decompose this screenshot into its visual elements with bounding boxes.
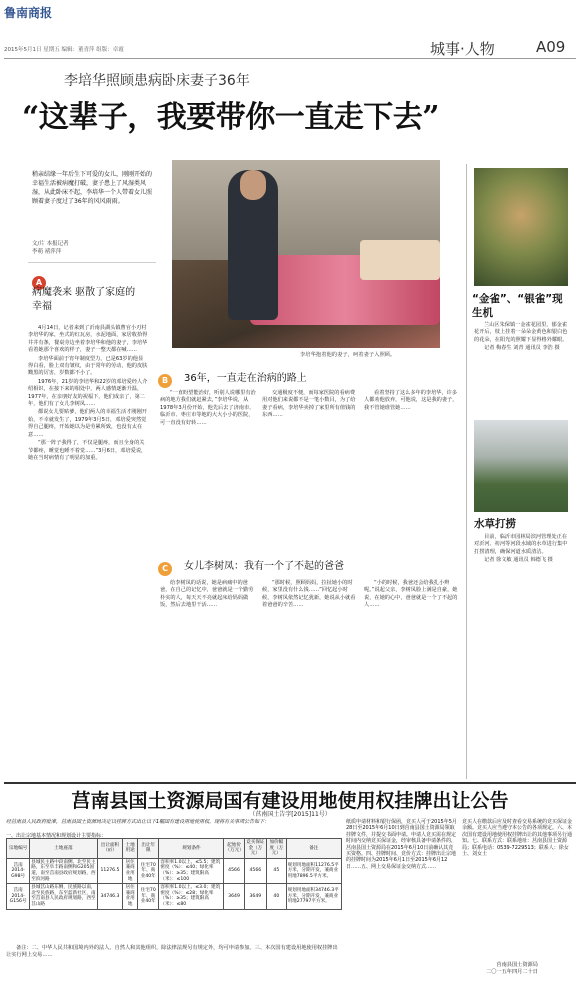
- photo-caption: 李培华抱着他的妻子，呵着妻子入照顾。: [300, 352, 396, 358]
- byline-divider: [28, 262, 156, 263]
- article-kicker: 李培华照顾患病卧床妻子36年: [64, 73, 250, 89]
- table-cell: 住宅70年、商业40年: [138, 858, 159, 883]
- table-cell: 3649: [224, 884, 244, 909]
- table-cell: 居住兼商业用地: [123, 884, 138, 909]
- paragraph: 兰山区朱保镇一金雀花园里，郁金雀花开后，枝上挂着一朵朵金黄色和银白色的花朵，在阳光的照耀下显得格外耀眼。: [474, 322, 568, 343]
- notice-divider: [4, 782, 576, 784]
- section-b-col-1: [160, 390, 256, 428]
- table-cell: 45: [267, 858, 286, 883]
- column-divider: [466, 164, 467, 779]
- section-c-marker: [158, 556, 172, 576]
- table-cell: 居住兼商业用地: [123, 858, 138, 883]
- river-photo: [474, 420, 568, 512]
- section-c-col-3: [364, 580, 460, 611]
- table-cell: 容积率1.0以上、≤5.5；建筑密度（%）：≤40；绿化率（%）：≥35；建筑限高（米）：≤100: [159, 858, 224, 883]
- table-cell: 莒南2014-G98号: [7, 858, 30, 883]
- section-c-col-2: [262, 580, 358, 611]
- flower-photo: [474, 168, 568, 286]
- table-cell: 县城莒山路东侧，民族路以南，北至民族路，东至蓝新社区，南至莒南县人民政府规划路，西至莒山路: [30, 884, 98, 909]
- section-label: 城事·人物: [430, 40, 495, 58]
- article-byline: [32, 240, 69, 256]
- table-cell: 4566: [244, 858, 267, 883]
- paragraph: “那时候，照顾妈妈，拉扯她小的时候，家里没有什么钱……”回忆起小时候，李树凤依然记忆犹新，她说从小就看着爸爸的辛苦……: [262, 580, 356, 609]
- photo-blanket: [360, 240, 440, 280]
- paragraph: 交通极度不便，而每家医院的看病费用对他们来说都不是一笔小数目，为了给妻子看病，李培华卖掉了家里所有值钱的东西……: [262, 390, 356, 419]
- notice-after-table: [6, 945, 342, 961]
- table-cell: 容积率1.0以上、≤3.0；建筑密度（%）：≤28；绿化率（%）：≥35；建筑限高（米）：≤80: [159, 884, 224, 909]
- side-story-1-body: [474, 322, 570, 354]
- top-divider: [4, 58, 576, 59]
- section-marker-icon: B: [158, 374, 172, 388]
- section-marker-icon: C: [158, 562, 172, 576]
- photo-credit: 记者 梅春生 刘青 通讯员 李浩 摄: [484, 345, 560, 352]
- table-cell: 34746.3: [97, 884, 122, 909]
- byline-line-1: 文/片 本报记者: [32, 241, 69, 247]
- signature-date: 二〇一五年四月二十日: [486, 969, 538, 975]
- paragraph: 都说女儿要贴爹，他们两人的幸福生活才刚刚开始，不幸就发生了，1979年3月5日，邓培爱突然觉得自己腿疼，开始她以为是劳累所致，也没有太在意……: [28, 409, 147, 438]
- paragraph: 看着坚持了这么多年的李培华，许多人都劝他放弃，可他说，这是我的妻子，我不管她谁管她……: [364, 390, 458, 411]
- table-cell: 11276.5: [97, 858, 122, 883]
- table-row: [7, 884, 342, 909]
- land-parcel-table: [6, 838, 342, 910]
- paragraph: 李培华面前于宵年制度型力，已是63岁的他显得白看，脸上双有皱纹，由于常年的劳动，他的皮肤黝黑的厉害，岁数都不小了。: [28, 355, 148, 377]
- page-number: A09: [536, 38, 566, 56]
- paragraph: “那一阵子我得了，不仅是腿疼，而且全身的关节都疼，睡觉也睡不着觉……”3月6日，邓培爱说，她在当时病情有了明显的加重。: [28, 440, 147, 461]
- column-header: 加价幅度（万元）: [267, 839, 286, 859]
- column-header: 出让年限: [138, 839, 159, 859]
- signature-org: 莒南县国土资源局: [496, 962, 538, 968]
- newspaper-logo: 鲁南商报: [4, 6, 53, 20]
- section-b-col-3: [364, 390, 460, 413]
- section-b-marker: [158, 368, 172, 388]
- section-b-col-2: [262, 390, 358, 421]
- notice-column-2: 纸质申请材料和银行保函，竞买人可于2015年5月28日至2015年6月10日到莒南县国土资源局领取挂牌文件，并提交书面申请。申请人竞买需在规定时间内交纳竞买保证金，经审核具备申请条件的，莒南县国土资源局在2015年6月10日前确认其竞买资格。四、挂牌时间、竞价方式：挂牌出让宗地的挂牌时间为2015年6月1日至2015年6月12日……五、网上交易保证金交纳方式……: [346, 819, 457, 870]
- section-marker-icon: A: [32, 276, 46, 290]
- article-lead: 稍亲结缘一年后生下可爱的女儿，刚刚开始的幸福生活被病魔打破，妻子患上了风湿类风湿，从此卧床不起，李培华一个人带着女儿照顾着妻子度过了36年的风风雨雨。: [32, 171, 153, 205]
- table-cell: 规划用地面积34746.3平方米，分期开发，兼商业用地27797平方米。: [286, 884, 341, 909]
- notice-title: 莒南县国土资源局国有建设用地使用权挂牌出让公告: [71, 790, 509, 812]
- photo-credit: 记者 徐文敏 通讯员 韩德飞 摄: [484, 557, 553, 564]
- table-cell: 规划用地面积11276.5平方米，分期开发，兼商业用地7896.5平方米。: [286, 858, 341, 883]
- table-header-row: [7, 839, 342, 859]
- section-c-title: 女儿李树凤：我有一个了不起的爸爸: [184, 561, 344, 572]
- table-cell: 县城民主路中段南侧、北至民主路，东至阜丰路南侧和G205国道，南至莒南县政府规划路，西至滨河路: [30, 858, 98, 883]
- notice-section-1: 一、出让宗地基本情况和规划设计主要指标：: [6, 833, 107, 839]
- column-header: 规划条件: [159, 839, 224, 859]
- byline-line-2: 李萌 褚萍萍: [32, 249, 62, 255]
- photo-head: [240, 170, 266, 200]
- column-header: 起始价（万元）: [224, 839, 244, 859]
- column-header: 出让面积（㎡）: [97, 839, 122, 859]
- section-a-title: 病魔袭来 驱散了家庭的幸福: [32, 287, 136, 312]
- article-headline: “这辈子，我要带你一直走下去”: [22, 100, 440, 135]
- notice-signature: [486, 962, 538, 976]
- paragraph: 4月14日，记者来到了沂南县湖头镇曹官小刃村李培华的家，坐式的红瓦房，水泥地面，家居收拾得井井有条，餐桌旁边坐着李培华和他的妻子，李培华看着她那个喜欢的样子，妻子一整天都在喊……: [28, 325, 148, 354]
- side-story-1-title: “金雀”、“银雀”现生机: [472, 293, 563, 319]
- column-header: 竞买保证金（万元）: [244, 839, 267, 859]
- paragraph: “小的时候，我爸还会给我扎小辫呢。”说起父亲，李树凤脸上满是自豪，她说，在她的心中，爸爸就是一个了不起的人……: [364, 580, 458, 609]
- notice-subtitle: （莒南国土告字[2015]11号）: [249, 811, 331, 818]
- table-cell: 4566: [224, 858, 244, 883]
- table-cell: 3649: [244, 884, 267, 909]
- table-cell: 莒南2014-G156号: [7, 884, 30, 909]
- table-cell: 住宅70年、商业40年: [138, 884, 159, 909]
- side-story-2-body: [474, 534, 570, 566]
- notice-intro: 经莒南县人民政府批准，莒南县国土资源局决定以挂牌方式出让以下1幅国有建设用地使用权。现将有关事项公告如下：: [6, 819, 270, 825]
- column-header: 土地用途: [123, 839, 138, 859]
- paragraph: 目前，临沂市园林局滨河管理处正在对沂河、祊河等河段水域的水草进行集中打捞清理，确保河道水质清洁。: [474, 534, 568, 555]
- section-b-title: 36年，一直走在治病的路上: [184, 373, 307, 384]
- paragraph: 备注：二、中华人民共和国境内外的法人、自然人和其他组织，除法律法规另有规定外，均可申请参加。三、本次国有建设用地使用权挂牌出让实行网上交易……: [6, 945, 338, 959]
- notice-column-3: 竞买人在缴款后应及时查看交易系统的竞买保证金余额。竞买人应当遵守本公告的各项规定。六、本次国有建设用地使用权挂牌出让的其他事项另行通知。七、联系方式：联系地址：莒南县国土资源局；联系电话：0539-7229513；联系人：徐女士、刘女士: [462, 819, 573, 858]
- paragraph: 给李树凤的话说，她是病痛中的爸爸，在自己的记忆中，爸爸就是一个勤劳朴实的人，每天天不亮就起床给妈妈做饭，然后去地里干活……: [160, 580, 254, 609]
- paragraph: 1976年，21岁的李培华和22岁的邓培爱经人介绍相识，在接下来的相处中，两人感情逐渐升温，1977年，在亲朋好友的祝福下，他们成亲了，第二年，他们有了女儿李树凤……: [28, 378, 148, 408]
- section-a-body: [28, 325, 148, 463]
- issue-meta: 2015年5月1日 星期五 编辑：董青萍 组版：卓霞: [4, 47, 124, 53]
- section-c-col-1: [160, 580, 256, 611]
- column-header: 宗地编号: [7, 839, 30, 859]
- table-row: [7, 858, 342, 883]
- paragraph: “一直盼望能治好，听别人说哪里有治病的地方我们就赶紧去，”李培华说，从1978年3月份开始，他先后去了济南市、临沂市、枣庄市等地的大大小小的医院，可一直没有好转……: [160, 390, 256, 426]
- side-story-2-title: 水草打捞: [474, 518, 516, 530]
- column-header: 土地座落: [30, 839, 98, 859]
- column-header: 备注: [286, 839, 341, 859]
- table-cell: 40: [267, 884, 286, 909]
